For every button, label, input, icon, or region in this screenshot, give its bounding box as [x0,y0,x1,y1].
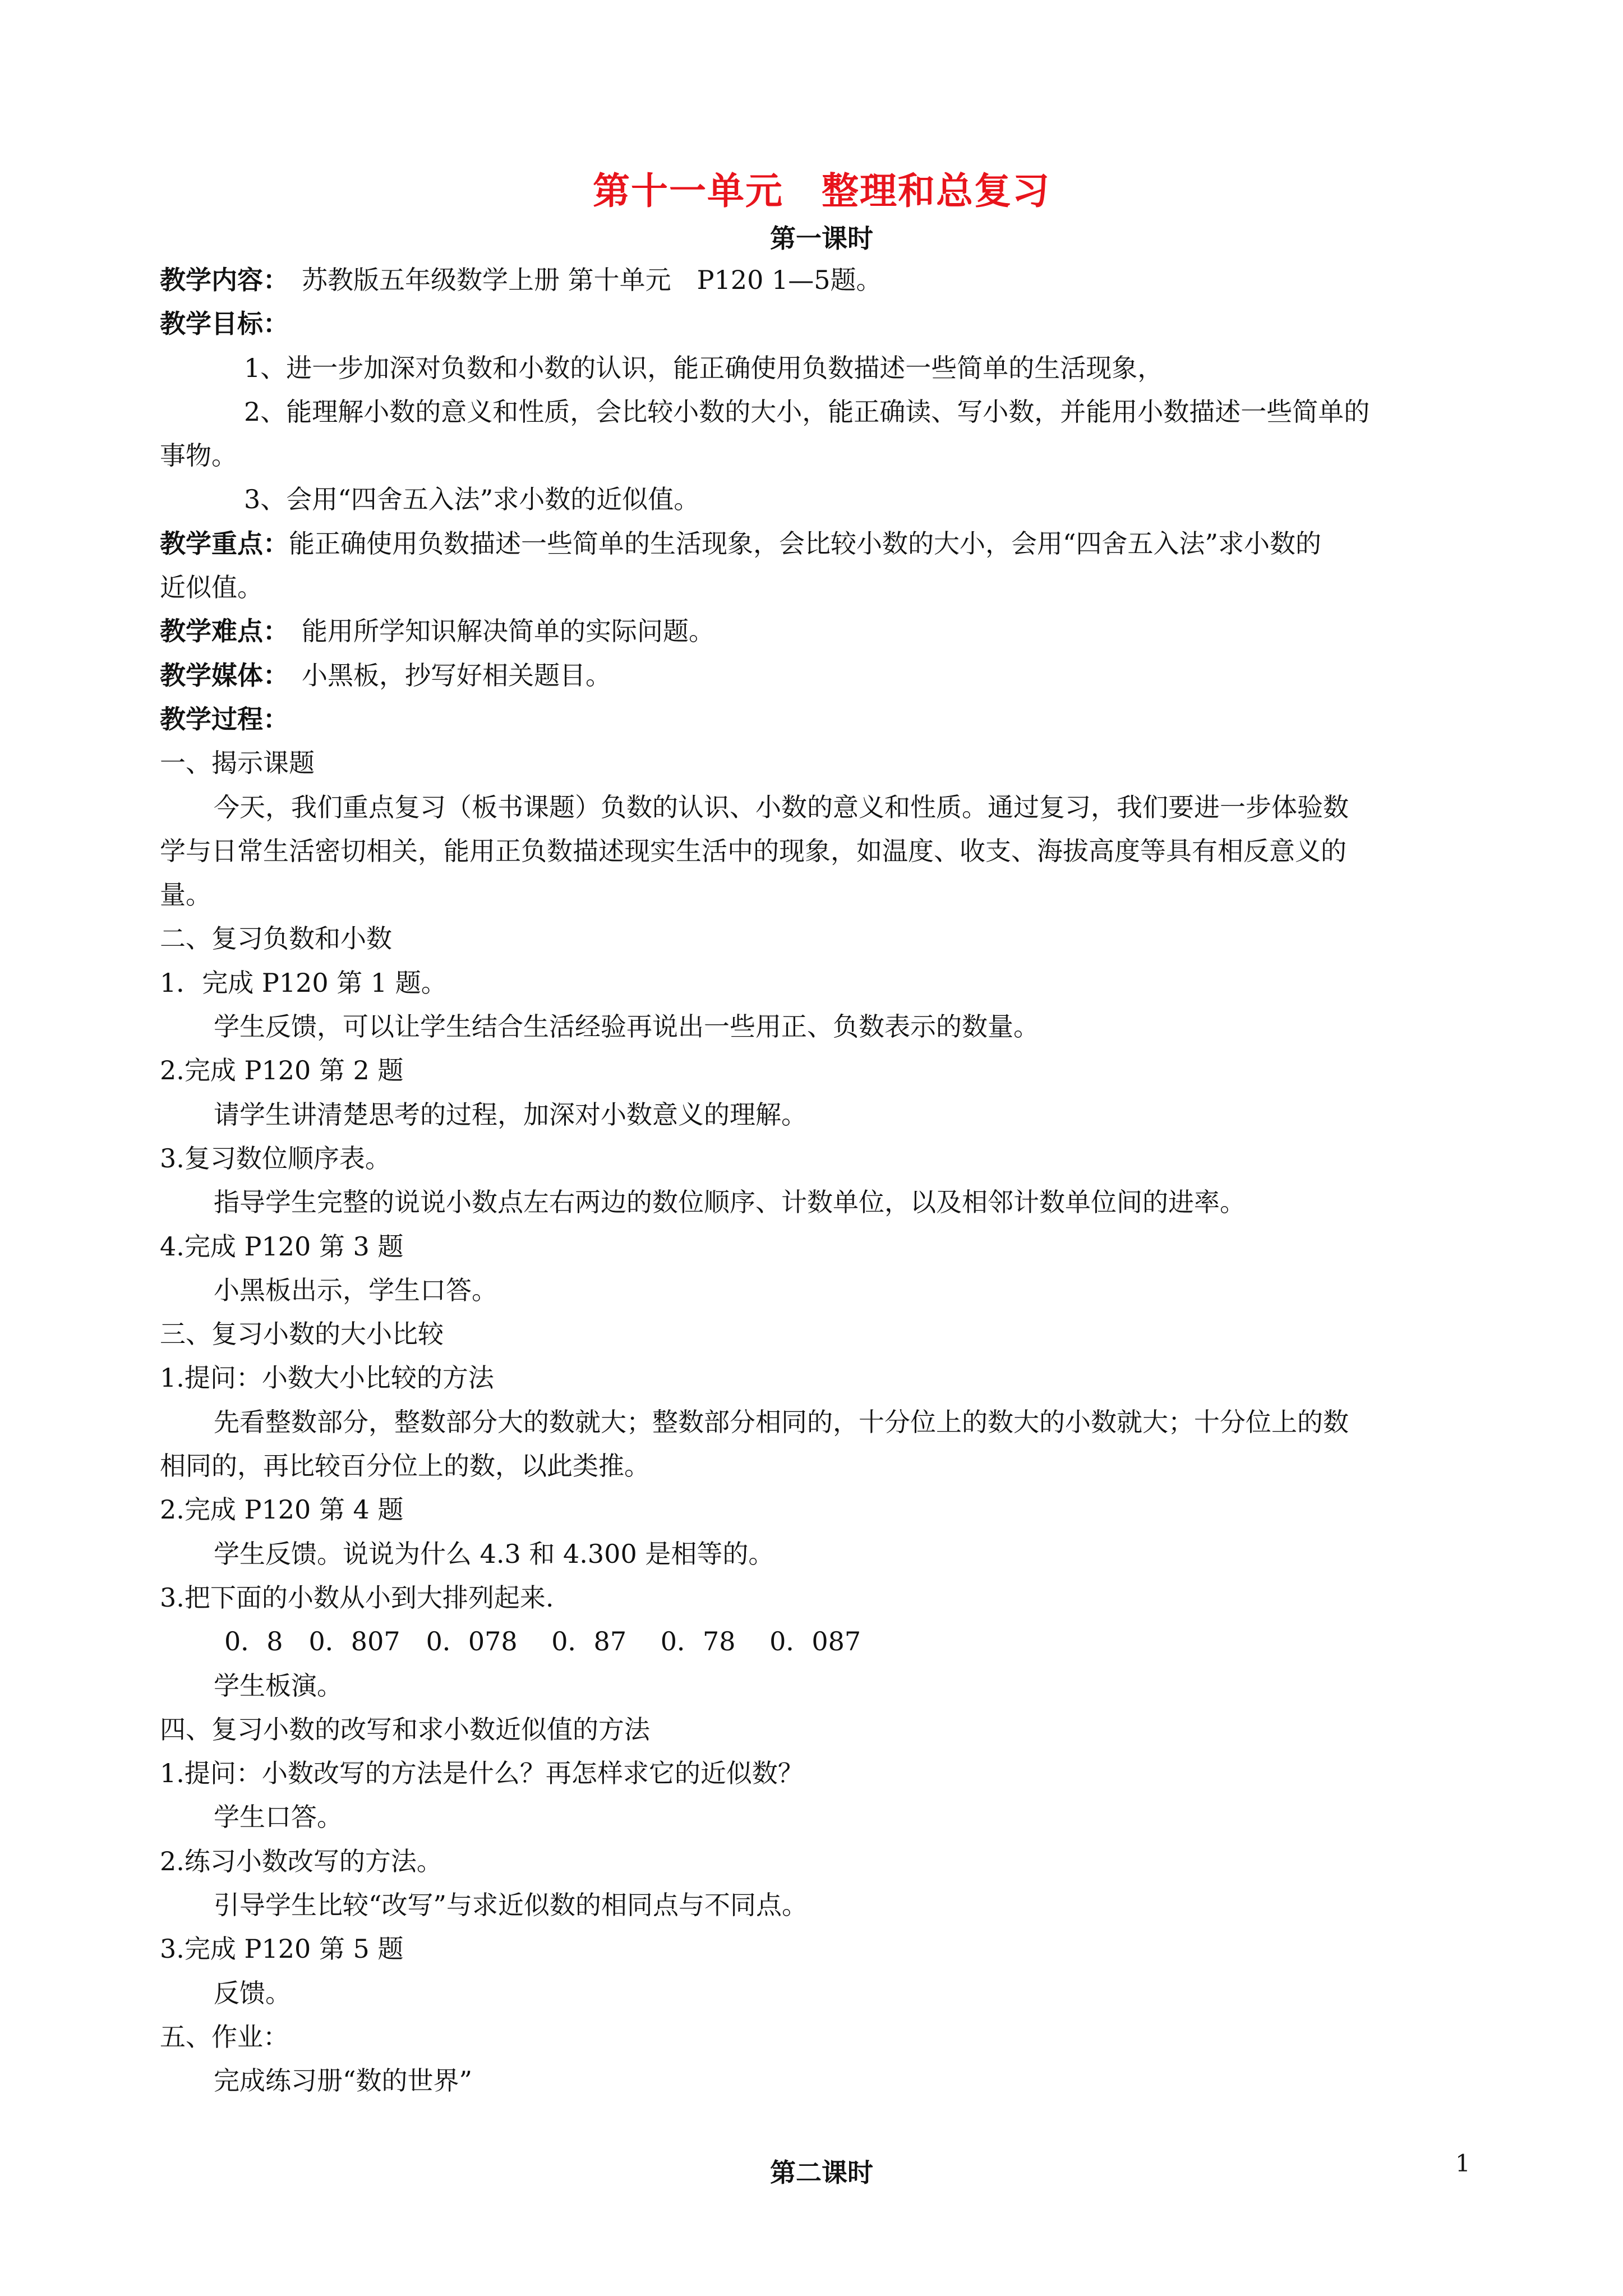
difficulty [160,609,1483,653]
key-points-continued: 近似值。 [160,572,263,603]
teaching-content-value: 苏教版五年级数学上册 第十单元 P120 1—5题。 [276,265,882,295]
list-item-note: 学生反馈，可以让学生结合生活经验再说出一些用正、负数表示的数量。 [214,1011,1039,1042]
decimal-list: 0．8 0．807 0．078 0．87 0．78 0．087 [224,1626,861,1657]
list-item: 2.练习小数改写的方法。 [160,1846,442,1876]
document-title: 第十一单元 整理和总复习 [593,169,1050,213]
list-item-note-continued: 相同的，再比较百分位上的数，以此类推。 [160,1451,650,1481]
list-item: 3.把下面的小数从小到大排列起来. [160,1582,554,1613]
list-item: 2.完成 P120 第 4 题 [160,1494,404,1525]
objective-item: 1、进一步加深对负数和小数的认识，能正确使用负数描述一些简单的生活现象， [244,352,1164,383]
objectives-label: 教学目标： [160,309,289,339]
list-item: 1.提问：小数大小比较的方法 [160,1363,494,1393]
objective-item: 3、会用“四舍五入法”求小数的近似值。 [244,484,700,515]
page-number: 1 [1455,2150,1470,2177]
lesson-title: 第二课时 [770,2157,873,2188]
list-item-note: 指导学生完整的说说小数点左右两边的数位顺序、计数单位，以及相邻计数单位间的进率。 [214,1187,1246,1218]
paragraph-line: 今天，我们重点复习（板书课题）负数的认识、小数的意义和性质。通过复习，我们要进一步体验数 [214,792,1349,822]
list-item-note: 反馈。 [214,1977,291,2008]
media-value: 小黑板，抄写好相关题目。 [276,660,611,691]
key-points-value: 能正确使用负数描述一些简单的生活现象，会比较小数的大小，会用“四舍五入法”求小数的 [289,528,1322,559]
list-item-note: 学生反馈。说说为什么 4.3 和 4.300 是相等的。 [214,1538,774,1569]
paragraph-line: 学与日常生活密切相关，能用正负数描述现实生活中的现象，如温度、收支、海拔高度等具有相反意义的 [160,835,1347,866]
objective-item-continued: 事物。 [160,440,237,471]
teaching-content [160,258,1483,302]
list-item: 3.复习数位顺序表。 [160,1143,391,1174]
list-item-note: 引导学生比较“改写”与求近似数的相同点与不同点。 [214,1889,808,1920]
section-heading: 一、揭示课题 [160,748,315,779]
difficulty-label: 教学难点： [160,616,276,647]
section-heading: 三、复习小数的大小比较 [160,1319,444,1350]
lesson-title: 第一课时 [770,223,873,254]
paragraph-line: 量。 [160,880,211,910]
media [160,654,1483,697]
list-item: 1.提问：小数改写的方法是什么？再怎样求它的近似数？ [160,1758,804,1789]
list-item-note: 小黑板出示，学生口答。 [214,1274,497,1305]
difficulty-value: 能用所学知识解决简单的实际问题。 [276,616,714,647]
objective-item: 2、能理解小数的意义和性质，会比较小数的大小，能正确读、写小数，并能用小数描述一些简单的 [244,396,1370,427]
section-heading: 四、复习小数的改写和求小数近似值的方法 [160,1714,650,1745]
teaching-content-label: 教学内容： [160,265,276,295]
key-points-label: 教学重点： [160,528,289,559]
list-item-note: 学生板演。 [214,1670,343,1701]
spacer [160,2102,1483,2151]
list-item-note: 先看整数部分，整数部分大的数就大；整数部分相同的，十分位上的数大的小数就大；十分位上的数 [214,1406,1349,1437]
list-item: 3.完成 P120 第 5 题 [160,1934,404,1964]
list-item-note: 学生口答。 [214,1802,343,1833]
process-label: 教学过程： [160,703,289,734]
section-heading: 二、复习负数和小数 [160,923,392,954]
list-item-note: 请学生讲清楚思考的过程，加深对小数意义的理解。 [214,1099,807,1130]
document-body [160,163,1483,2194]
list-item: 4.完成 P120 第 3 题 [160,1231,404,1262]
key-points [160,522,1483,565]
media-label: 教学媒体： [160,660,276,691]
list-item-note: 完成练习册“数的世界” [214,2065,473,2096]
list-item: 2.完成 P120 第 2 题 [160,1055,404,1086]
section-heading: 五、作业： [160,2021,289,2052]
list-item: 1．完成 P120 第 1 题。 [160,967,447,998]
